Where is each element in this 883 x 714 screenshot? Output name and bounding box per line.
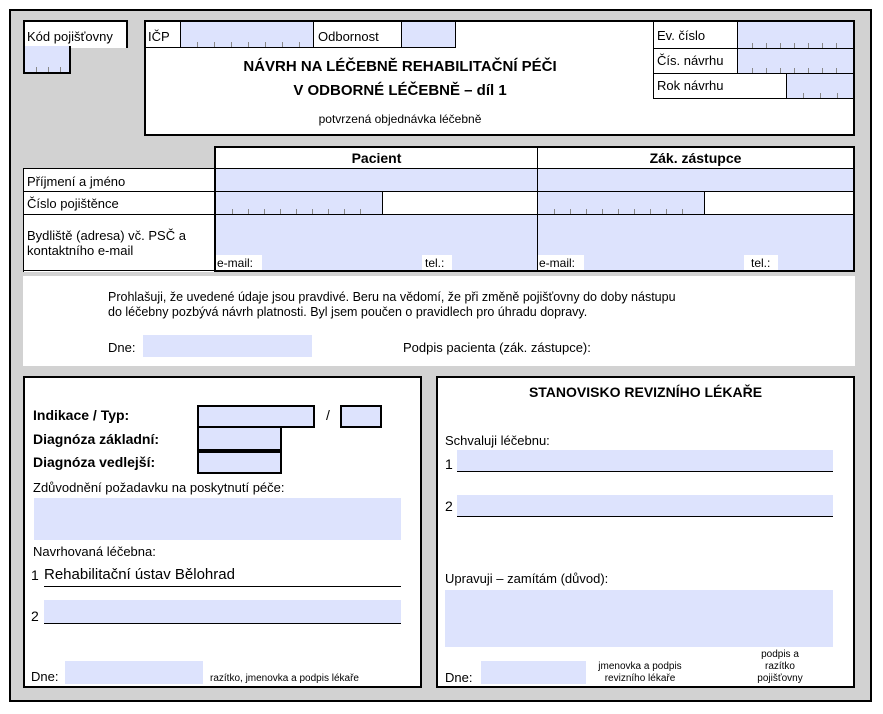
col-representative: Zák. zástupce [649, 150, 742, 166]
form-subtitle: potvrzená objednávka léčebně [318, 112, 482, 126]
proposal-number-label: Čís. návrhu [657, 53, 724, 68]
insurer-code-label: Kód pojišťovny [27, 29, 113, 44]
facility2-field[interactable] [44, 600, 401, 624]
right-panel-title: STANOVISKO REVIZNÍHO LÉKAŘE [528, 384, 763, 400]
type-field[interactable] [340, 405, 382, 428]
rep-phone-label: tel.: [751, 256, 771, 270]
declaration-line1: Prohlašuji, že uvedené údaje jsou pravdivé. Beru na vědomí, že při změně pojišťovny do doby nástupu [108, 290, 676, 304]
proposal-year-field[interactable] [786, 74, 853, 98]
patient-phone-field[interactable] [452, 255, 537, 270]
secondary-diagnosis-label: Diagnóza vedlejší: [33, 454, 156, 470]
indication-field[interactable] [197, 405, 315, 428]
main-diagnosis-field[interactable] [197, 428, 282, 451]
approve-item1-field[interactable] [457, 450, 833, 472]
row-insurance-label: Číslo pojištěnce [27, 196, 119, 211]
indication-label: Indikace / Typ: [33, 407, 130, 423]
row-name-label: Příjmení a jméno [27, 174, 126, 189]
specialty-label: Odbornost [318, 29, 379, 44]
facility2-number: 2 [31, 608, 39, 624]
facility1-value[interactable]: Rehabilitační ústav Bělohrad [44, 566, 235, 583]
proposal-number-field[interactable] [737, 49, 853, 73]
form-title-line2: V ODBORNÉ LÉČEBNĚ – díl 1 [293, 82, 507, 99]
insurer-sig-line2: razítko [764, 661, 795, 672]
patient-name-field[interactable] [216, 169, 537, 191]
right-date-field[interactable] [481, 661, 586, 684]
declaration-date-label: Dne: [108, 340, 136, 355]
justification-label: Zdůvodnění požadavku na poskytnutí péče: [33, 480, 285, 495]
approve-item1-number: 1 [445, 456, 453, 472]
patient-phone-label: tel.: [425, 256, 445, 270]
ev-number-field[interactable] [737, 22, 853, 48]
proposed-facility-label: Navrhovaná léčebna: [33, 544, 156, 559]
form-title-line1: NÁVRH NA LÉČEBNĚ REHABILITAČNÍ PÉČI [243, 58, 557, 75]
approve-label: Schvaluji léčebnu: [445, 433, 550, 448]
slash-label: / [326, 407, 330, 423]
justification-field[interactable] [34, 498, 401, 540]
icp-field[interactable] [180, 22, 314, 47]
approve-item2-number: 2 [445, 498, 453, 514]
rep-phone-field[interactable] [778, 255, 853, 270]
facility1-number: 1 [31, 567, 39, 583]
patient-email-field[interactable] [262, 255, 422, 270]
patient-address-field[interactable] [216, 215, 537, 255]
declaration-line2: do léčebny pozbývá návrh platnosti. Byl jsem poučen o pravidlech pro úhradu dopravy. [108, 305, 588, 319]
insurer-sig-line1: podpis a [761, 649, 799, 660]
patient-signature-label: Podpis pacienta (zák. zástupce): [403, 340, 591, 355]
modify-field[interactable] [445, 590, 833, 647]
proposal-year-label: Rok návrhu [657, 78, 724, 93]
rep-email-label: e-mail: [539, 256, 576, 270]
row-address-label: Bydliště (adresa) vč. PSČ a kontaktního e-mail [27, 228, 186, 258]
declaration-date-field[interactable] [143, 335, 312, 357]
specialty-field[interactable] [401, 22, 456, 47]
left-date-label: Dne: [31, 669, 59, 684]
icp-label: IČP [148, 29, 170, 44]
approve-item2-field[interactable] [457, 495, 833, 517]
stamp-label: razítko, jmenovka a podpis lékaře [210, 673, 359, 684]
col-patient: Pacient [351, 150, 402, 166]
rep-email-field[interactable] [584, 255, 744, 270]
patient-email-label: e-mail: [217, 256, 254, 270]
rep-address-field[interactable] [538, 215, 853, 255]
patient-insurance-field[interactable] [216, 192, 383, 214]
left-date-field[interactable] [65, 661, 203, 684]
insurer-code-field[interactable] [23, 46, 71, 74]
rep-name-field[interactable] [538, 169, 853, 191]
ev-number-label: Ev. číslo [657, 28, 706, 43]
right-date-label: Dne: [445, 670, 473, 685]
secondary-diagnosis-field[interactable] [197, 451, 282, 474]
main-diagnosis-label: Diagnóza základní: [33, 431, 160, 447]
doctor-sig-line1: jmenovka a podpis [598, 661, 682, 672]
rep-insurance-field[interactable] [538, 192, 705, 214]
modify-label: Upravuji – zamítám (důvod): [445, 571, 609, 586]
insurer-sig-line3: pojišťovny [757, 673, 803, 684]
doctor-sig-line2: revizního lékaře [604, 673, 676, 684]
